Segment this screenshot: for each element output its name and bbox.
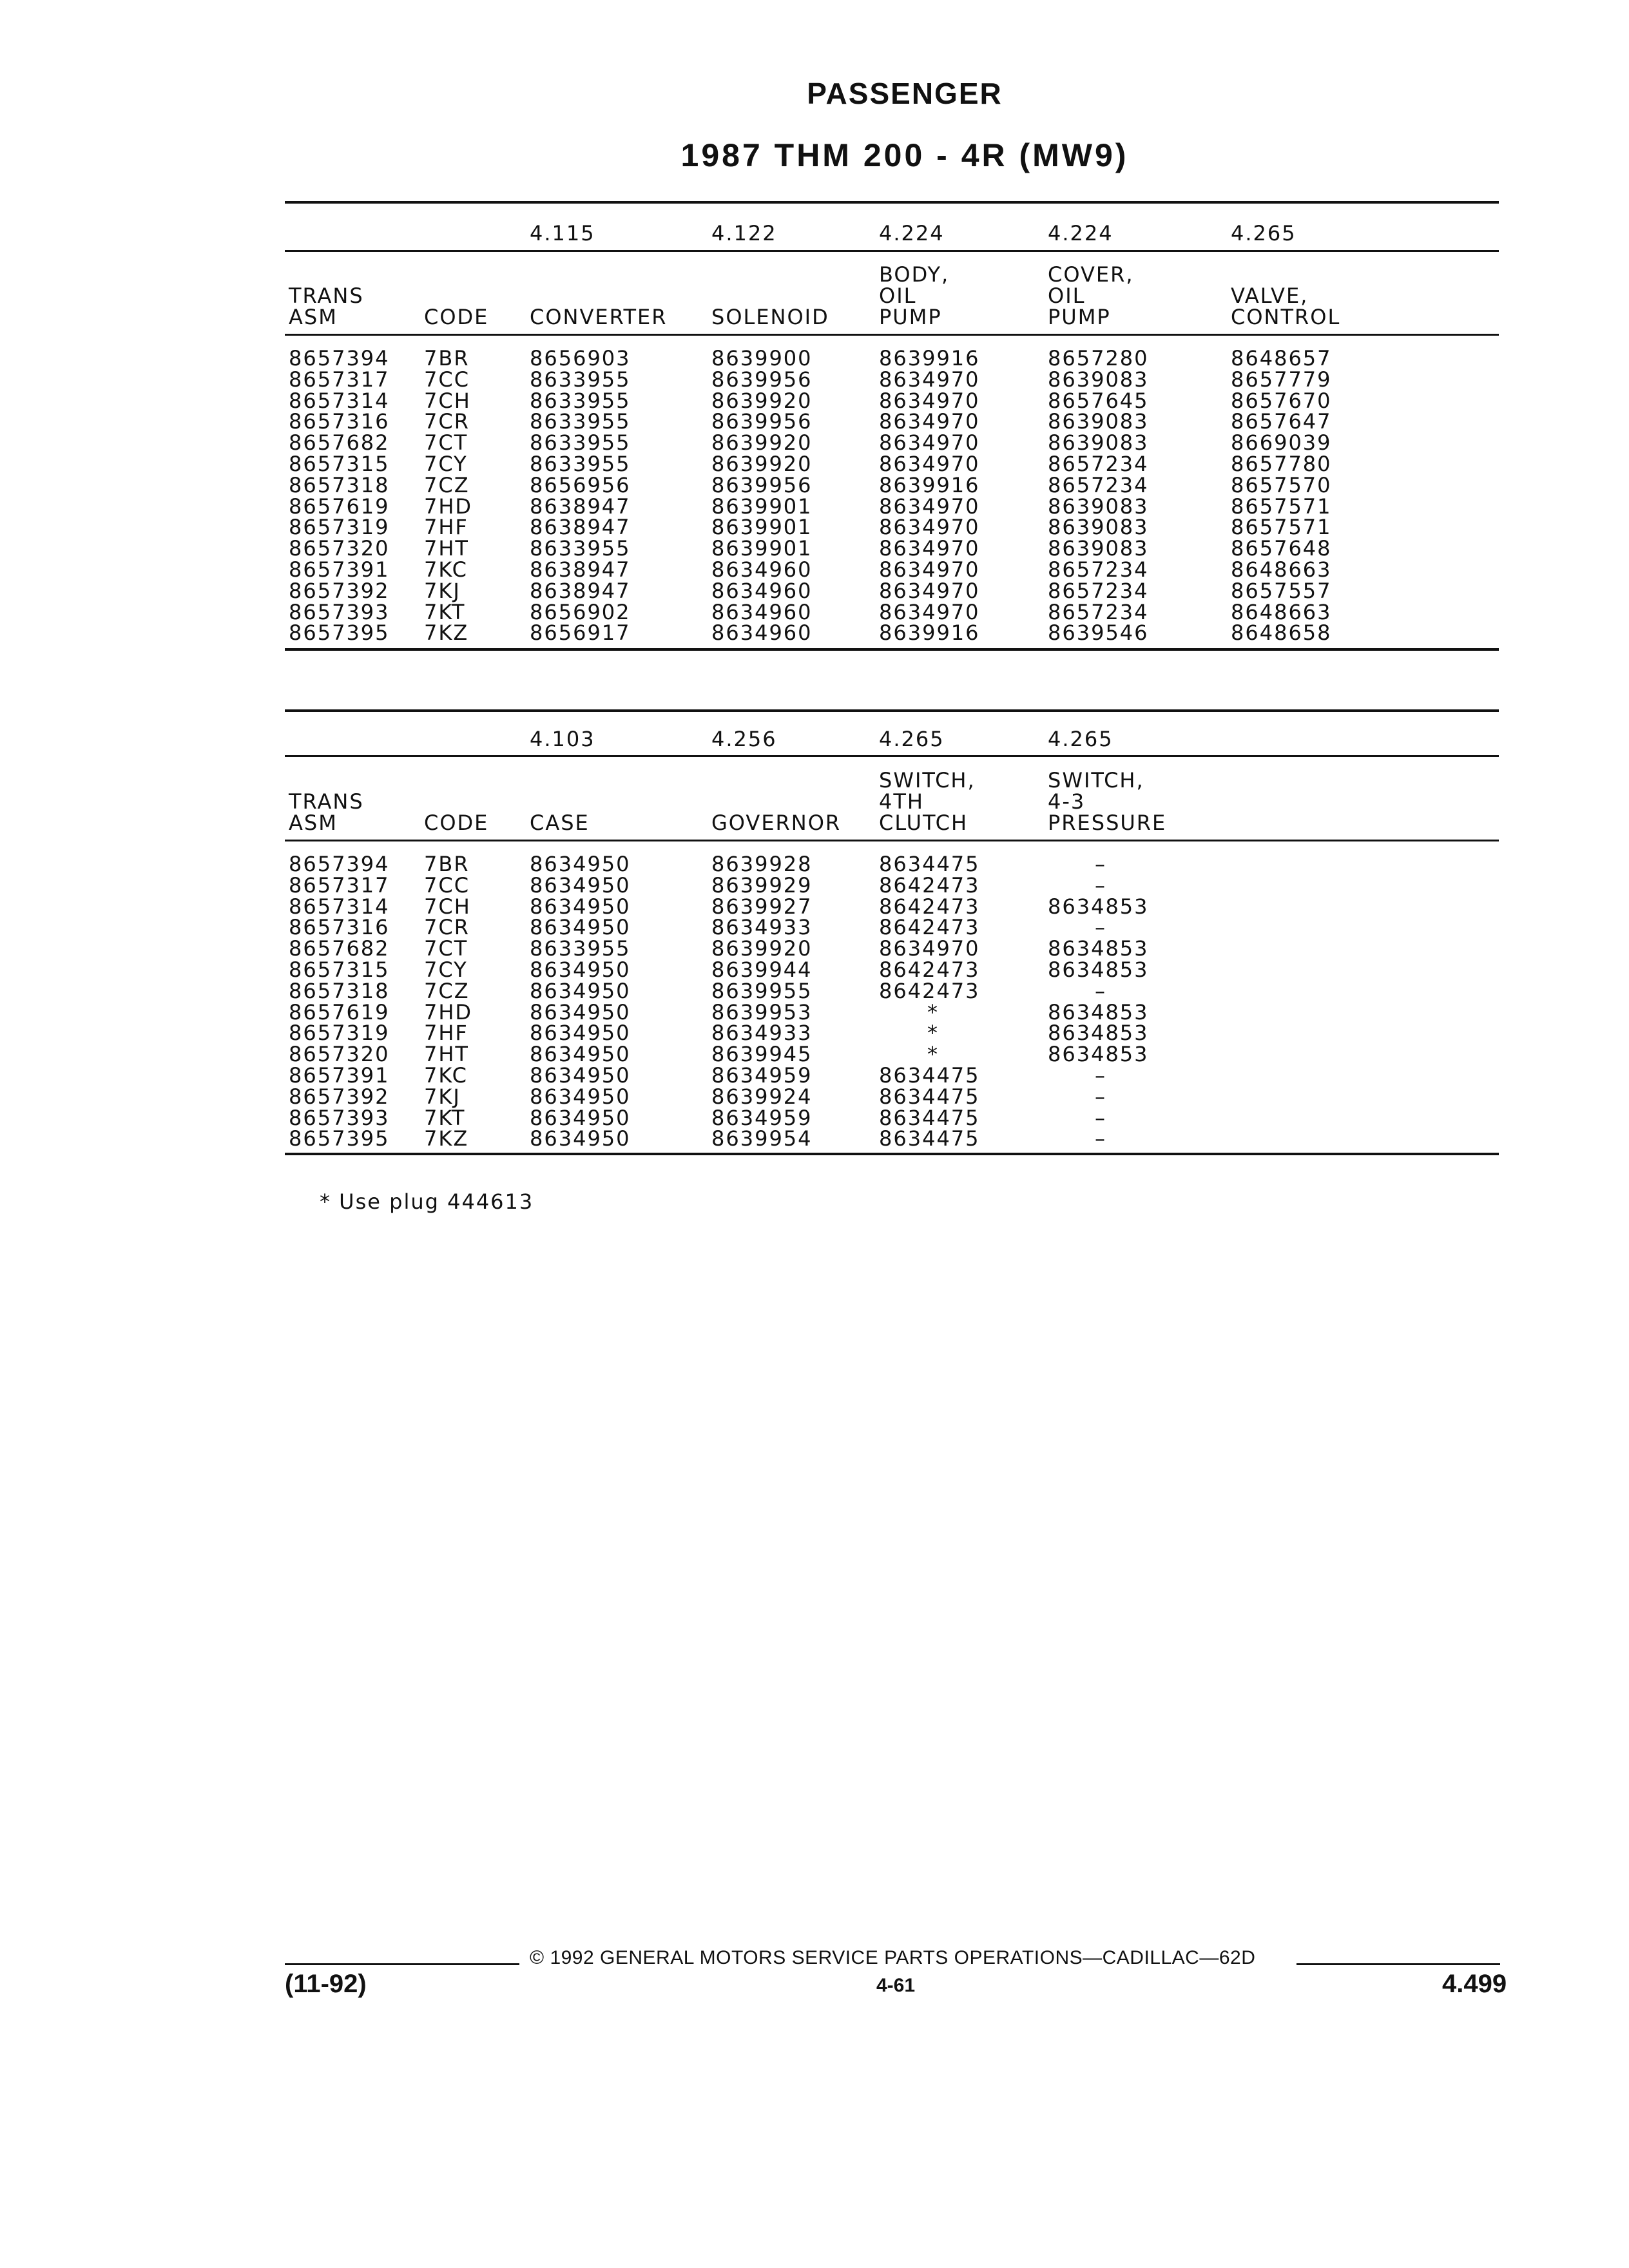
table-cell: 8639920 xyxy=(711,452,813,476)
table-cell: 7KC xyxy=(424,557,468,582)
table-cell: 8638947 xyxy=(530,578,631,603)
table-cell: 8657317 xyxy=(289,872,390,898)
table-cell: 8639945 xyxy=(711,1042,813,1067)
table-cell: 7HF xyxy=(424,1021,468,1046)
table-cell: 8656917 xyxy=(530,620,631,646)
column-ref-number: 4.265 xyxy=(1048,727,1113,751)
table-cell: 8639916 xyxy=(879,346,980,370)
table-cell: 7BR xyxy=(424,346,470,370)
column-header: BODY, xyxy=(879,262,950,287)
table-cell: 8657645 xyxy=(1048,388,1149,413)
table-cell: 8657394 xyxy=(289,852,390,876)
column-ref-number: 4.265 xyxy=(1231,221,1296,245)
table-cell: 8634970 xyxy=(879,536,980,561)
table-cell: 8638947 xyxy=(530,494,631,519)
table-cell: 8639083 xyxy=(1048,536,1149,561)
column-header: CODE xyxy=(424,305,489,329)
table-cell: 8657320 xyxy=(289,1042,390,1067)
table-cell: 7CH xyxy=(424,388,471,413)
table-cell: 7CY xyxy=(424,452,468,476)
table-cell: 8634853 xyxy=(1048,957,1149,982)
table-cell: 8634950 xyxy=(530,1063,631,1088)
table-cell: 8657394 xyxy=(289,346,390,370)
column-ref-number: 4.256 xyxy=(711,727,777,751)
table-cell: 8639920 xyxy=(711,388,813,413)
table1-ref-rule xyxy=(285,250,1499,252)
table-cell: 8639546 xyxy=(1048,620,1149,646)
table-cell: 8642473 xyxy=(879,915,980,940)
table-cell: 8639953 xyxy=(711,999,813,1024)
column-header: TRANS xyxy=(289,789,364,814)
table-cell: 8656903 xyxy=(530,346,631,370)
column-ref-number: 4.265 xyxy=(879,727,945,751)
table-cell: 8657315 xyxy=(289,957,390,982)
table-cell: 8634970 xyxy=(879,452,980,476)
table-cell: 8639927 xyxy=(711,894,813,919)
table-cell: 7KT xyxy=(424,1105,466,1130)
table-cell: 7KJ xyxy=(424,1084,461,1109)
column-header: SOLENOID xyxy=(711,305,829,329)
column-header: 4TH xyxy=(879,789,924,814)
table-cell: 8634960 xyxy=(711,599,813,624)
column-header: OIL xyxy=(1048,284,1086,308)
table-cell: 7HD xyxy=(424,999,473,1024)
table-cell: 8639083 xyxy=(1048,430,1149,456)
table-cell: 8657234 xyxy=(1048,472,1149,497)
column-header: PUMP xyxy=(879,305,942,329)
table-cell: 8634970 xyxy=(879,599,980,624)
table-cell: 8634970 xyxy=(879,515,980,540)
table-cell: 8657571 xyxy=(1231,494,1332,519)
table-cell: 8657393 xyxy=(289,599,390,624)
table-cell: 8634853 xyxy=(1048,1042,1149,1067)
column-header: COVER, xyxy=(1048,262,1134,287)
table-cell: 8657648 xyxy=(1231,536,1332,561)
table-cell: 8657392 xyxy=(289,1084,390,1109)
table-cell: 8657316 xyxy=(289,409,390,434)
table-cell: 8634950 xyxy=(530,852,631,876)
table-cell: 8639916 xyxy=(879,472,980,497)
table-cell: 7KC xyxy=(424,1063,468,1088)
column-ref-number: 4.103 xyxy=(530,727,595,751)
table-cell: 8634933 xyxy=(711,915,813,940)
table-cell: 8657682 xyxy=(289,936,390,961)
table-cell: 8634475 xyxy=(879,1105,980,1130)
table-cell: 8633955 xyxy=(530,936,631,961)
table-cell: 7KZ xyxy=(424,620,469,646)
column-header: TRANS xyxy=(289,284,364,308)
table-cell: 8634950 xyxy=(530,1105,631,1130)
table1-bottom-rule xyxy=(285,648,1499,651)
table-cell: 8634933 xyxy=(711,1021,813,1046)
column-header: CODE xyxy=(424,811,489,835)
table-cell: 8634950 xyxy=(530,999,631,1024)
table-cell: 8633955 xyxy=(530,388,631,413)
table-cell: 7CZ xyxy=(424,472,470,497)
table-cell: 8639920 xyxy=(711,936,813,961)
table-cell: 8657571 xyxy=(1231,515,1332,540)
footer-rule-right xyxy=(1296,1963,1500,1965)
column-ref-number: 4.115 xyxy=(530,221,595,245)
table-cell: 8657619 xyxy=(289,494,390,519)
table-cell: 8639924 xyxy=(711,1084,813,1109)
table-cell: 8657682 xyxy=(289,430,390,456)
table-cell: 8634950 xyxy=(530,1021,631,1046)
table-cell: 8634950 xyxy=(530,915,631,940)
table-cell: 8634970 xyxy=(879,367,980,392)
date-code: (11-92) xyxy=(285,1970,367,1998)
table-cell: 8657319 xyxy=(289,515,390,540)
table-cell: 8657318 xyxy=(289,978,390,1003)
table-cell: 8634853 xyxy=(1048,999,1149,1024)
table-cell: 8634950 xyxy=(530,957,631,982)
table2-bottom-rule xyxy=(285,1153,1499,1155)
table-cell: 8657395 xyxy=(289,620,390,646)
table-cell: 8634950 xyxy=(530,1126,631,1151)
table-cell: 8656902 xyxy=(530,599,631,624)
table2-header-rule xyxy=(285,840,1499,841)
table-cell: 8634950 xyxy=(530,894,631,919)
table-cell: 7CZ xyxy=(424,978,470,1003)
table1-header-rule xyxy=(285,334,1499,336)
table-cell: 7CY xyxy=(424,957,468,982)
table-cell: 8633955 xyxy=(530,536,631,561)
table-cell: 8639929 xyxy=(711,872,813,898)
table-cell: 8639944 xyxy=(711,957,813,982)
table-cell: 7BR xyxy=(424,852,470,876)
table-cell: 8657234 xyxy=(1048,578,1149,603)
table-cell: 8634970 xyxy=(879,557,980,582)
table-cell: 8657779 xyxy=(1231,367,1332,392)
table-cell: 8634970 xyxy=(879,936,980,961)
table-cell: 8657392 xyxy=(289,578,390,603)
column-header: PUMP xyxy=(1048,305,1111,329)
table-cell: 8657570 xyxy=(1231,472,1332,497)
table-cell: 7HT xyxy=(424,536,469,561)
table-cell: 8634959 xyxy=(711,1105,813,1130)
table-cell: 8638947 xyxy=(530,515,631,540)
table-cell: 8639955 xyxy=(711,978,813,1003)
column-header: 4-3 xyxy=(1048,789,1086,814)
table-cell: 8657619 xyxy=(289,999,390,1024)
table-cell: 8669039 xyxy=(1231,430,1332,456)
table-cell: 8634970 xyxy=(879,388,980,413)
table-cell: 8657315 xyxy=(289,452,390,476)
column-header: PRESSURE xyxy=(1048,811,1167,835)
table-cell: 8639083 xyxy=(1048,409,1149,434)
table-cell: 8634475 xyxy=(879,1063,980,1088)
table-cell: 8648663 xyxy=(1231,557,1332,582)
table2-top-rule xyxy=(285,709,1499,712)
column-header: SWITCH, xyxy=(1048,768,1144,793)
page-number: 4.499 xyxy=(1442,1970,1507,1998)
table-cell: 8657647 xyxy=(1231,409,1332,434)
table-cell: 8657670 xyxy=(1231,388,1332,413)
table-cell: 8634960 xyxy=(711,557,813,582)
table-cell: 8648663 xyxy=(1231,599,1332,624)
table-cell: 8634475 xyxy=(879,852,980,876)
table-cell: 8634475 xyxy=(879,1084,980,1109)
table-cell: 8657280 xyxy=(1048,346,1149,370)
table-cell: 8639920 xyxy=(711,430,813,456)
table-cell: 7CT xyxy=(424,430,468,456)
table-cell: 8657393 xyxy=(289,1105,390,1130)
page-title: 1987 THM 200 - 4R (MW9) xyxy=(680,137,1129,173)
table-cell: 8639901 xyxy=(711,515,813,540)
table-cell: 8634970 xyxy=(879,430,980,456)
table-cell: 7KT xyxy=(424,599,466,624)
table-cell: 8634950 xyxy=(530,1042,631,1067)
table-cell: 8634960 xyxy=(711,578,813,603)
column-header: VALVE, xyxy=(1231,284,1309,308)
table-cell: 8634970 xyxy=(879,409,980,434)
table-cell: 8634950 xyxy=(530,978,631,1003)
table-cell: 8638947 xyxy=(530,557,631,582)
column-ref-number: 4.122 xyxy=(711,221,777,245)
table-cell: 7HF xyxy=(424,515,468,540)
table-cell: 8657234 xyxy=(1048,452,1149,476)
footnote: * Use plug 444613 xyxy=(320,1189,534,1214)
table-cell: 8642473 xyxy=(879,872,980,898)
column-header: CLUTCH xyxy=(879,811,969,835)
table-cell: 8642473 xyxy=(879,894,980,919)
table-cell: 8634475 xyxy=(879,1126,980,1151)
column-header: CONTROL xyxy=(1231,305,1341,329)
table-cell: 8639083 xyxy=(1048,494,1149,519)
table-cell: 8639956 xyxy=(711,472,813,497)
table-cell: 8639956 xyxy=(711,367,813,392)
table-cell: 8634950 xyxy=(530,1084,631,1109)
column-header: SWITCH, xyxy=(879,768,976,793)
copyright-notice: © 1992 GENERAL MOTORS SERVICE PARTS OPERATIONS—CADILLAC—62D xyxy=(530,1947,1256,1968)
page-reference: 4-61 xyxy=(876,1975,916,1996)
table-cell: 8657314 xyxy=(289,388,390,413)
table-cell: 8639928 xyxy=(711,852,813,876)
table1-top-rule xyxy=(285,201,1499,204)
table-cell: 8657234 xyxy=(1048,599,1149,624)
column-header: ASM xyxy=(289,811,338,835)
table-cell: 8634970 xyxy=(879,578,980,603)
section-title: PASSENGER xyxy=(807,77,1003,110)
table-cell: 8639900 xyxy=(711,346,813,370)
column-ref-number: 4.224 xyxy=(879,221,945,245)
column-header: CONVERTER xyxy=(530,305,668,329)
table-cell: 7CR xyxy=(424,409,470,434)
table-cell: 8648657 xyxy=(1231,346,1332,370)
table-cell: 8657314 xyxy=(289,894,390,919)
table-cell: 8642473 xyxy=(879,957,980,982)
table2-ref-rule xyxy=(285,755,1499,757)
table-cell: 8633955 xyxy=(530,430,631,456)
table-cell: 8634959 xyxy=(711,1063,813,1088)
table-cell: 8639901 xyxy=(711,494,813,519)
table-cell: 7CC xyxy=(424,367,470,392)
table-cell: 7CC xyxy=(424,872,470,898)
column-header: ASM xyxy=(289,305,338,329)
table-cell: 8639901 xyxy=(711,536,813,561)
table-cell: 7CR xyxy=(424,915,470,940)
table-cell: 7HD xyxy=(424,494,473,519)
table-cell: 8657320 xyxy=(289,536,390,561)
table-cell: 8639956 xyxy=(711,409,813,434)
column-ref-number: 4.224 xyxy=(1048,221,1113,245)
table-cell: 8657391 xyxy=(289,1063,390,1088)
table-cell: 7CH xyxy=(424,894,471,919)
table-cell: 8648658 xyxy=(1231,620,1332,646)
table-cell: 7HT xyxy=(424,1042,469,1067)
table-cell: 8642473 xyxy=(879,978,980,1003)
table-cell: 7CT xyxy=(424,936,468,961)
table-cell: 8639083 xyxy=(1048,367,1149,392)
table-cell: 8633955 xyxy=(530,409,631,434)
table-cell: 8634853 xyxy=(1048,1021,1149,1046)
column-header: GOVERNOR xyxy=(711,811,842,835)
column-header: OIL xyxy=(879,284,917,308)
table-cell: 8657557 xyxy=(1231,578,1332,603)
table-cell: 8656956 xyxy=(530,472,631,497)
table-cell: 7KZ xyxy=(424,1126,469,1151)
table-cell: 8657319 xyxy=(289,1021,390,1046)
table-cell: 8639954 xyxy=(711,1126,813,1151)
table-cell: 7KJ xyxy=(424,578,461,603)
table-cell: 8634960 xyxy=(711,620,813,646)
table-cell: 8633955 xyxy=(530,452,631,476)
table-cell: 8657395 xyxy=(289,1126,390,1151)
column-header: CASE xyxy=(530,811,590,835)
table-cell: 8657317 xyxy=(289,367,390,392)
table-cell: 8633955 xyxy=(530,367,631,392)
table-cell: 8657316 xyxy=(289,915,390,940)
table-cell: 8634853 xyxy=(1048,894,1149,919)
table-cell: 8639083 xyxy=(1048,515,1149,540)
table-cell: 8634950 xyxy=(530,872,631,898)
table-cell: 8657391 xyxy=(289,557,390,582)
table-cell: 8657780 xyxy=(1231,452,1332,476)
table-cell: 8639916 xyxy=(879,620,980,646)
table-cell: 8657234 xyxy=(1048,557,1149,582)
table-cell: 8634970 xyxy=(879,494,980,519)
footer-rule-left xyxy=(285,1963,519,1965)
table-cell: 8657318 xyxy=(289,472,390,497)
table-cell: 8634853 xyxy=(1048,936,1149,961)
